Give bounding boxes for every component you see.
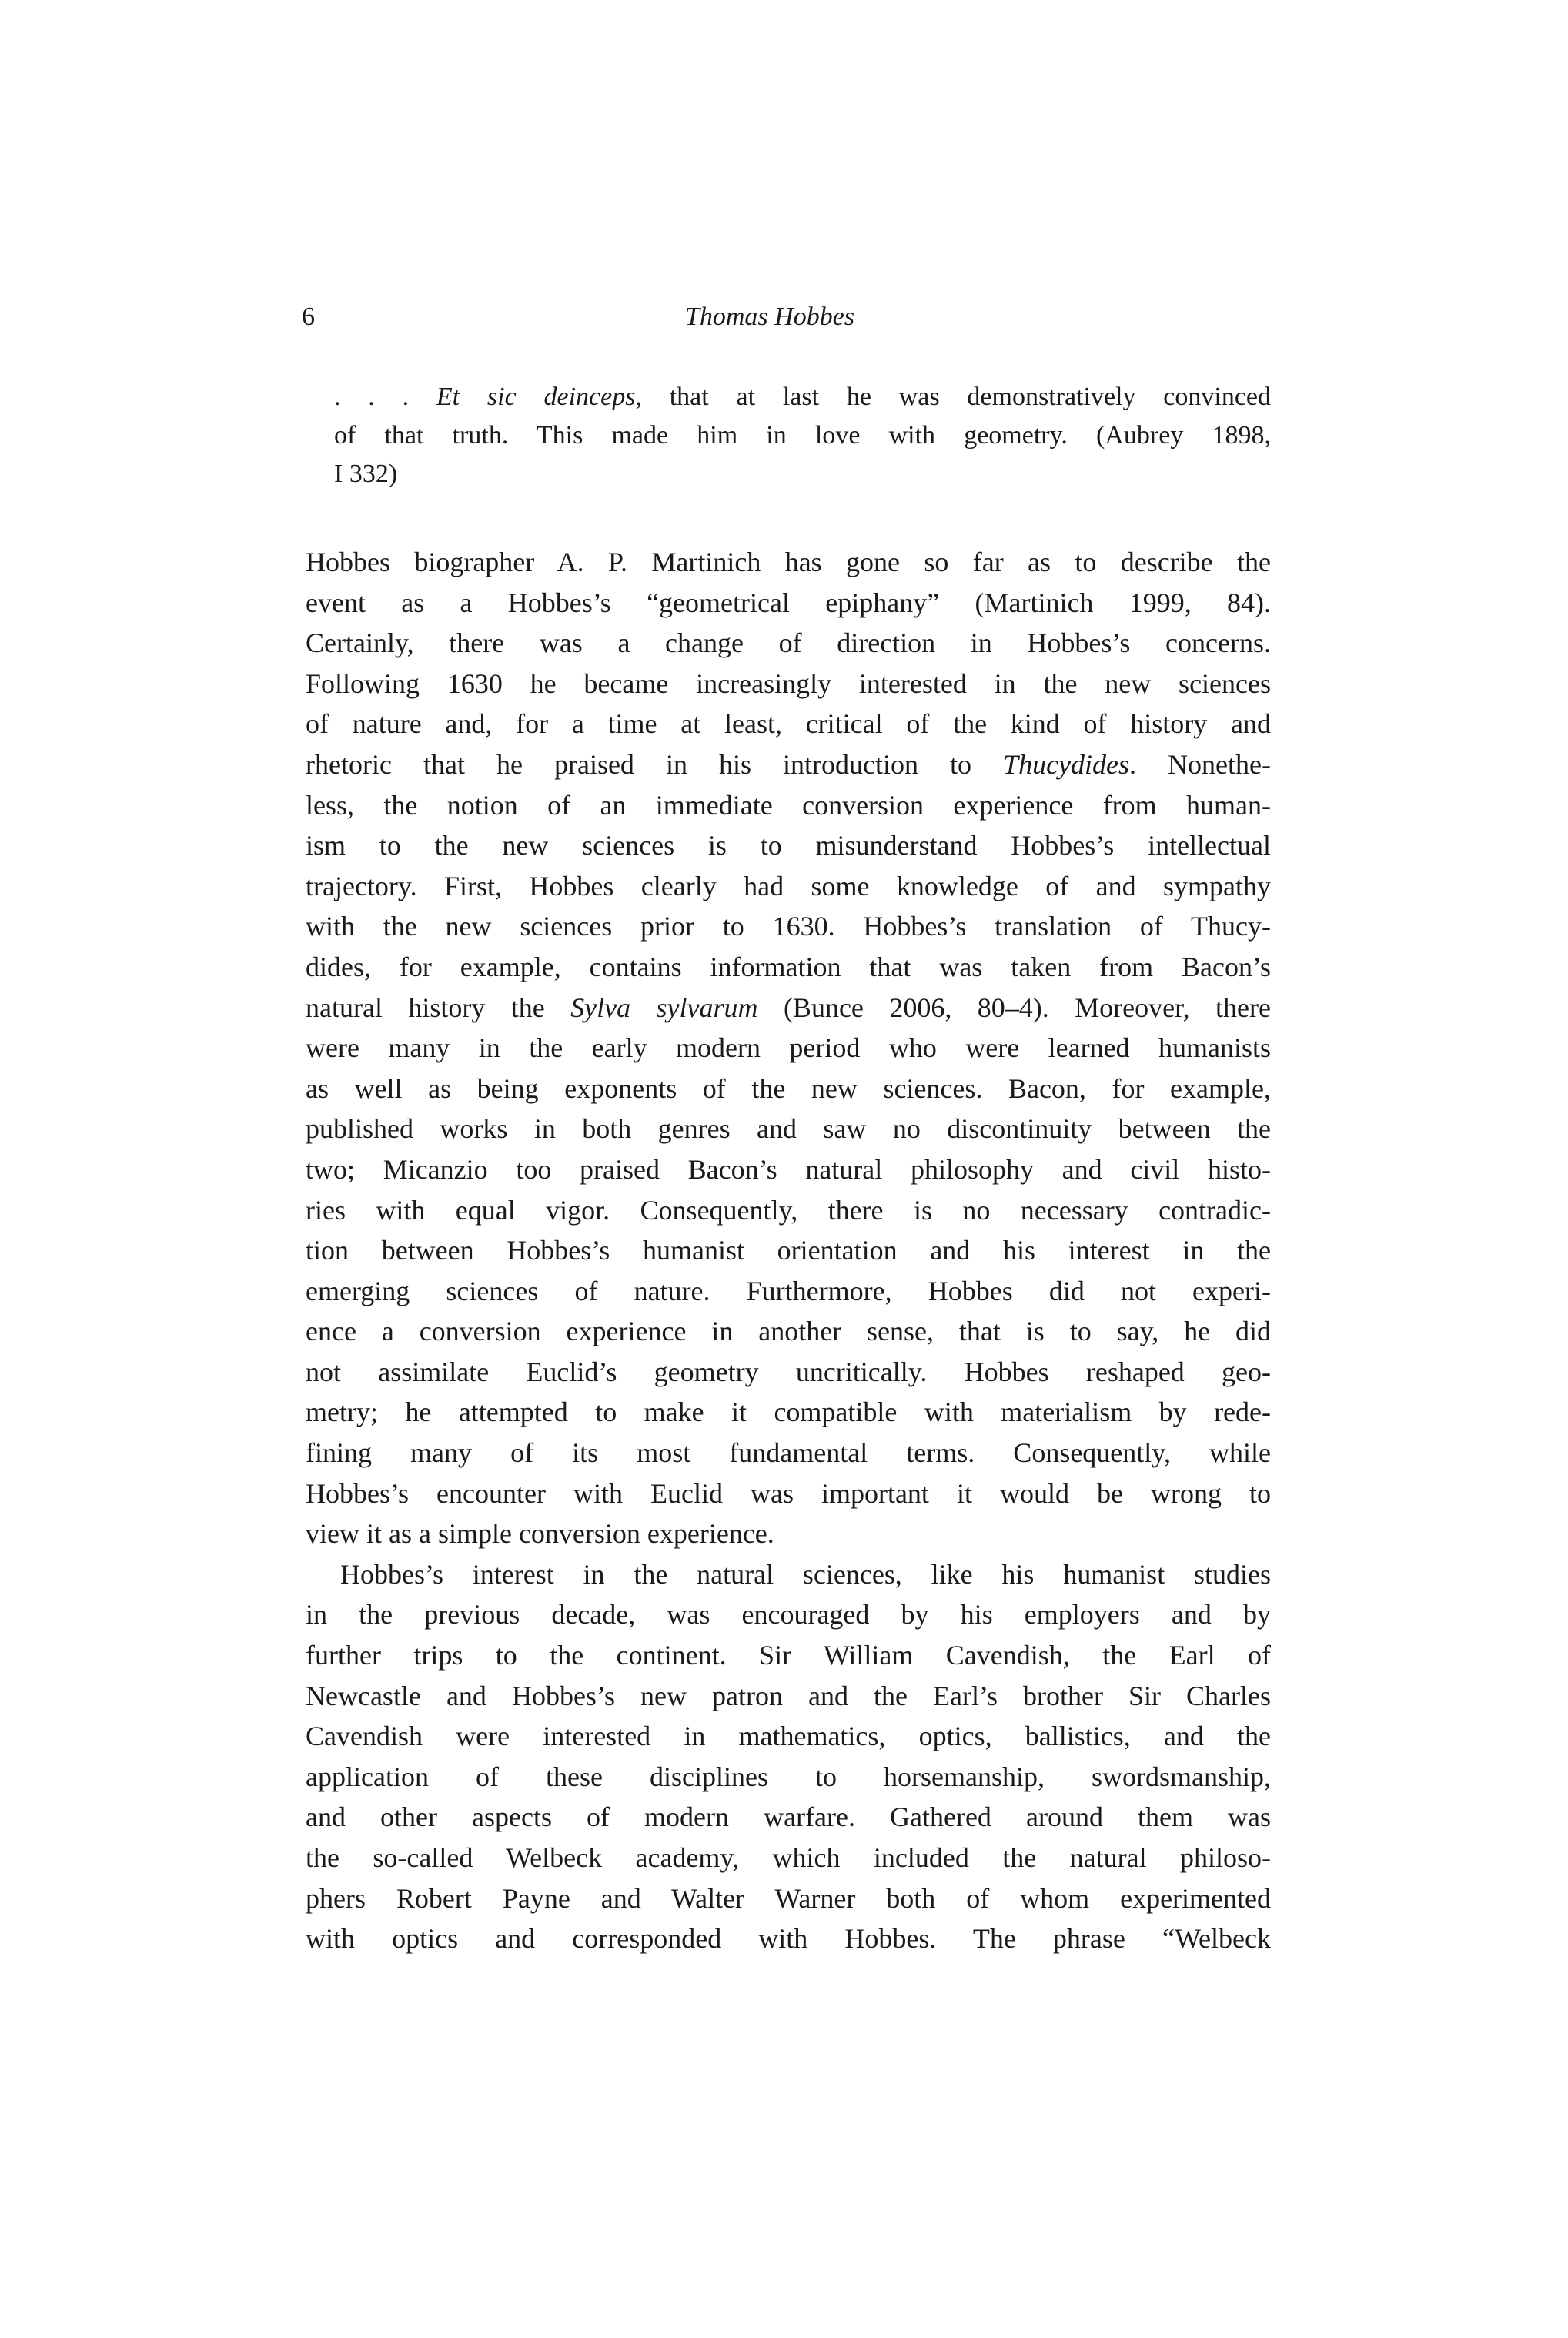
text-segment: metry; he attempted to make it compatible with materialism by rede-: [306, 1396, 1271, 1428]
text-segment: with the new sciences prior to 1630. Hobbes’s translation of Thucy-: [306, 911, 1271, 942]
text-segment: rhetoric that he praised in his introduction to: [306, 748, 1004, 780]
text-line: [306, 1352, 1271, 1393]
text-line: [306, 1109, 1271, 1149]
text-line: [306, 1554, 1271, 1595]
running-title: Thomas Hobbes: [684, 303, 855, 331]
text-segment: ries with equal vigor. Consequently, there is no necessary contradic-: [306, 1194, 1271, 1226]
text-segment: in the previous decade, was encouraged by his employers and by: [306, 1599, 1271, 1631]
text-segment: phers Robert Payne and Walter Warner both of whom experimented: [306, 1882, 1271, 1914]
text-segment: , that at last he was demonstratively convinced: [635, 383, 1272, 411]
italic-text: Thucydides: [1003, 748, 1130, 780]
text-line: [306, 1230, 1271, 1271]
text-segment: less, the notion of an immediate conversion experience from human-: [306, 789, 1271, 821]
text-segment: Hobbes biographer A. P. Martinich has gone so far as to describe the: [306, 547, 1271, 577]
text-segment: were many in the early modern period who were learned humanists: [306, 1032, 1271, 1064]
text-segment: Hobbes’s interest in the natural sciences, like his humanist studies: [340, 1558, 1271, 1590]
text-line: [306, 664, 1271, 704]
text-line: [306, 1514, 1271, 1554]
text-segment: Cavendish were interested in mathematics, optics, ballistics, and the: [306, 1721, 1271, 1752]
text-line: [306, 1392, 1271, 1433]
text-line: [306, 866, 1271, 907]
text-line: [334, 455, 1271, 493]
text-line: [306, 1594, 1271, 1635]
text-segment: Newcastle and Hobbes’s new patron and the Earl’s brother Sir Charles: [306, 1680, 1271, 1711]
text-segment: . . .: [334, 383, 436, 411]
text-segment: Certainly, there was a change of direction in Hobbes’s concerns.: [306, 627, 1271, 659]
text-segment: view it as a simple conversion experience.: [306, 1518, 774, 1550]
text-line: [306, 1635, 1271, 1676]
page-number: 6: [302, 303, 315, 331]
text-segment: and other aspects of modern warfare. Gathered around them was: [306, 1801, 1271, 1833]
text-line: [306, 1918, 1271, 1959]
text-segment: ism to the new sciences is to misunderstand Hobbes’s intellectual: [306, 830, 1271, 861]
text-segment: the so-called Welbeck academy, which included the natural philoso-: [306, 1842, 1271, 1873]
text-segment: fining many of its most fundamental terms. Consequently, while: [306, 1437, 1271, 1469]
text-line: [306, 988, 1271, 1029]
text-line: [306, 1069, 1271, 1109]
text-line: [306, 1878, 1271, 1919]
block-quote: [334, 378, 1271, 493]
text-line: [306, 1757, 1271, 1798]
text-line: [306, 1311, 1271, 1352]
text-segment: published works in both genres and saw no discontinuity between the: [306, 1113, 1271, 1145]
text-line: [334, 378, 1271, 416]
running-head: [302, 302, 1272, 333]
text-line: [306, 1797, 1271, 1838]
text-segment: dides, for example, contains information that was taken from Bacon’s: [306, 951, 1271, 982]
text-line: [306, 1149, 1271, 1190]
text-line: [306, 542, 1271, 583]
text-segment: I 332): [334, 460, 398, 488]
text-segment: tion between Hobbes’s humanist orientation and his interest in the: [306, 1235, 1271, 1266]
text-segment: of that truth. This made him in love with geometry. (Aubrey 1898,: [334, 421, 1271, 450]
italic-text: Sylva sylvarum: [570, 992, 758, 1023]
text-line: [306, 1190, 1271, 1231]
text-line: [306, 1716, 1271, 1757]
text-line: [306, 1433, 1271, 1473]
text-line: [306, 947, 1271, 988]
text-segment: ence a conversion experience in another sense, that is to say, he did: [306, 1316, 1271, 1347]
text-segment: not assimilate Euclid’s geometry uncritically. Hobbes reshaped geo-: [306, 1356, 1271, 1387]
text-segment: with optics and corresponded with Hobbes. The phrase “Welbeck: [306, 1923, 1271, 1955]
text-segment: two; Micanzio too praised Bacon’s natural philosophy and civil histo-: [306, 1153, 1271, 1185]
body-text: [306, 542, 1271, 1959]
text-segment: event as a Hobbes’s “geometrical epiphany” (Martinich 1999, 84).: [306, 587, 1271, 618]
text-segment: natural history the: [306, 992, 571, 1023]
text-line: [306, 785, 1271, 826]
text-segment: trajectory. First, Hobbes clearly had some knowledge of and sympathy: [306, 870, 1271, 901]
text-line: [306, 1473, 1271, 1514]
text-line: [306, 906, 1271, 947]
text-segment: Hobbes’s encounter with Euclid was important it would be wrong to: [306, 1477, 1271, 1509]
text-segment: Following 1630 he became increasingly interested in the new sciences: [306, 667, 1271, 699]
text-line: [334, 416, 1271, 455]
text-segment: application of these disciplines to horsemanship, swordsmanship,: [306, 1761, 1271, 1792]
text-segment: emerging sciences of nature. Furthermore, Hobbes did not experi-: [306, 1275, 1271, 1306]
text-line: [306, 1028, 1271, 1069]
text-segment: (Bunce 2006, 80–4). Moreover, there: [757, 992, 1271, 1023]
text-line: [306, 1676, 1271, 1717]
text-segment: as well as being exponents of the new sciences. Bacon, for example,: [306, 1072, 1271, 1104]
text-segment: . Nonethe-: [1129, 748, 1271, 780]
text-line: [306, 744, 1271, 785]
text-line: [306, 704, 1271, 744]
text-line: [306, 1271, 1271, 1312]
text-line: [306, 623, 1271, 664]
text-line: [306, 825, 1271, 866]
text-line: [306, 1838, 1271, 1878]
text-line: [306, 583, 1271, 624]
text-segment: of nature and, for a time at least, critical of the kind of history and: [306, 708, 1271, 740]
text-segment: further trips to the continent. Sir William Cavendish, the Earl of: [306, 1640, 1271, 1671]
italic-text: Et sic deinceps: [436, 383, 636, 411]
